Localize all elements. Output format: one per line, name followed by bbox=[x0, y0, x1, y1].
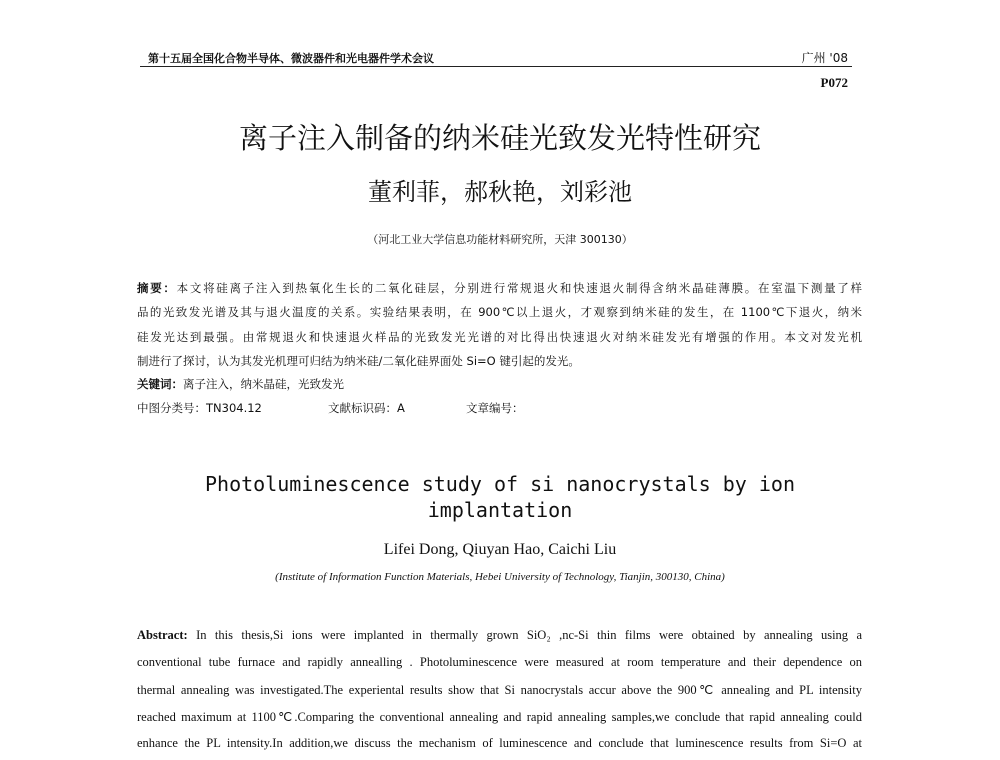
cn-affiliation: （河北工业大学信息功能材料研究所，天津 300130） bbox=[367, 233, 633, 246]
cn-authors: 董利菲，郝秋艳，刘彩池 bbox=[368, 178, 632, 206]
conference-header: 第十五届全国化合物半导体、微波器件和光电器件学术会议 bbox=[148, 52, 434, 65]
en-title-line2: implantation bbox=[427, 498, 573, 522]
clc-value: TN304.12 bbox=[206, 401, 262, 415]
clc-label: 中图分类号： bbox=[137, 401, 206, 415]
en-abstract-text: In this thesis,Si ions were implanted in thermally grown SiO₂ ,nc-Si thin films were obtained by annealing using a bbox=[196, 628, 862, 642]
en-authors: Lifei Dong, Qiuyan Hao, Caichi Liu bbox=[383, 541, 617, 558]
en-abstract-line: enhance the PL intensity.In addition,we discuss the mechanism of luminescence and conclude that luminescence results from Si=O at bbox=[137, 736, 862, 750]
en-abstract-line: conventional tube furnace and rapidly annealling . Photoluminescence were measured at room temperature and their dependence on bbox=[137, 655, 862, 669]
en-title-line1: Photoluminescence study of si nanocrystals by ion bbox=[204, 472, 795, 496]
cn-title: 离子注入制备的纳米硅光致发光特性研究 bbox=[238, 121, 761, 155]
cn-doc-code bbox=[328, 400, 405, 416]
keywords-value: 离子注入，纳米晶硅，光致发光 bbox=[183, 377, 344, 391]
cn-abstract-line: 硅发光达到最强。由常规退火和快速退火样品的光致发光光谱的对比得出快速退火对纳米硅发光有增强的作用。本文对发光机 bbox=[137, 330, 862, 344]
cn-abstract-line: 品的光致发光谱及其与退火温度的关系。实验结果表明，在 900℃以上退火，才观察到纳米硅的发生，在 1100℃下退火，纳米 bbox=[137, 305, 862, 319]
cn-abstract-line: 制进行了探讨，认为其发光机理可归结为纳米硅/二氧化硅界面处 Si=O 键引起的发光。 bbox=[137, 354, 580, 368]
keywords-label: 关键词： bbox=[137, 377, 183, 391]
doc-code-label: 文献标识码： bbox=[328, 401, 397, 415]
en-abstract-label: Abstract: bbox=[137, 628, 188, 642]
cn-keywords bbox=[137, 376, 344, 392]
en-abstract-line bbox=[137, 628, 862, 643]
cn-abstract-label: 摘要： bbox=[137, 281, 177, 295]
cn-abstract-line bbox=[137, 280, 862, 296]
en-abstract-line: reached maximum at 1100℃.Comparing the conventional annealing and rapid annealing samples,we conclude that rapid annealing could bbox=[137, 710, 862, 724]
header-rule bbox=[140, 66, 852, 67]
cn-clc bbox=[137, 400, 262, 416]
en-abstract-line: thermal annealing was investigated.The experiental results show that Si nanocrystals accur above the 900℃ annealing and PL intensity bbox=[137, 683, 862, 697]
location-year: 广州 '08 bbox=[801, 51, 848, 65]
cn-article-no: 文章编号： bbox=[466, 401, 524, 415]
paper-id: P072 bbox=[820, 75, 848, 90]
doc-code-value: A bbox=[397, 401, 405, 415]
en-affiliation: (Institute of Information Function Materials, Hebei University of Technology, Tianjin, 300130, China) bbox=[275, 571, 725, 583]
cn-abstract-text: 本文将硅离子注入到热氧化生长的二氧化硅层，分别进行常规退火和快速退火制得含纳米晶硅薄膜。在室温下测量了样 bbox=[176, 281, 862, 295]
